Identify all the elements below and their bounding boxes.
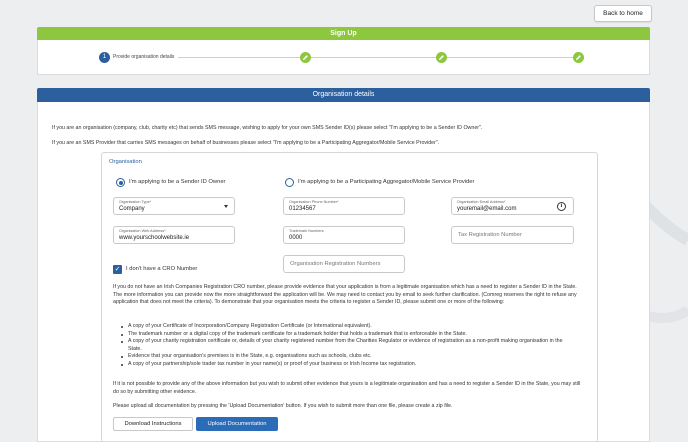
signup-title-bar: Sign Up bbox=[37, 27, 650, 40]
organisation-web-label: Organisation Web Address* bbox=[119, 229, 166, 233]
tax-registration-placeholder: Tax Registration Number bbox=[458, 232, 522, 238]
organisation-type-label: Organisation Type* bbox=[119, 200, 152, 204]
step-3-pencil-icon[interactable] bbox=[436, 52, 447, 63]
no-cro-label[interactable]: I don't have a CRO Number bbox=[126, 266, 198, 272]
list-item: Evidence that your organisation's premises is in the State, e.g. organisations such as schools, clubs etc. bbox=[120, 353, 570, 361]
organisation-web-value: www.yourschoolwebsite.ie bbox=[119, 235, 190, 241]
download-instructions-button[interactable]: Download Instructions bbox=[113, 417, 193, 431]
intro-text-provider: If you are an SMS Provider that carries SMS messages on behalf of businesses please select "I'm applying to be a Participating Aggregator/Mobile Service Provider". bbox=[52, 140, 440, 146]
radio-sender-id-owner[interactable] bbox=[116, 178, 125, 187]
trademark-numbers-value: 0000 bbox=[289, 235, 303, 241]
caret-down-icon bbox=[224, 205, 228, 208]
organisation-registration-placeholder: Organisation Registration Numbers bbox=[290, 261, 381, 267]
organisation-web-input[interactable] bbox=[113, 226, 235, 244]
upload-documentation-button[interactable]: Upload Documentation bbox=[196, 417, 278, 431]
organisation-registration-input[interactable] bbox=[283, 255, 405, 273]
list-item: A copy of your charity registration certificate or, details of your charity registered number from the Charities Regulator or evidence of registration as a non-profit making organisation in the State. bbox=[120, 338, 570, 353]
radio-sender-id-owner-label[interactable]: I'm applying to be a Sender ID Owner bbox=[129, 179, 226, 185]
organisation-card-title: Organisation bbox=[109, 159, 142, 165]
intro-text-owner: If you are an organisation (company, club, charity etc) that sends SMS message, wishing to apply for your own SMS Sender ID(s) please select "I'm applying to be a Sender ID Owner". bbox=[52, 125, 483, 131]
organisation-email-label: Organisation Email Address* bbox=[457, 200, 506, 204]
organisation-details-header: Organisation details bbox=[37, 88, 650, 102]
evidence-list bbox=[120, 323, 570, 369]
organisation-type-value: Company bbox=[119, 206, 145, 212]
progress-stepper bbox=[37, 40, 650, 75]
organisation-type-select[interactable] bbox=[113, 197, 235, 215]
radio-aggregator[interactable] bbox=[285, 178, 294, 187]
no-cro-checkbox[interactable]: ✓ bbox=[114, 266, 121, 273]
organisation-phone-value: 01234567 bbox=[289, 206, 316, 212]
upload-instructions-paragraph: Please upload all documentation by pressing the 'Upload Documentation' button. If you wish to submit more than one file, please create a zip file. bbox=[113, 403, 453, 409]
step-4-pencil-icon[interactable] bbox=[573, 52, 584, 63]
info-icon[interactable]: i bbox=[557, 202, 566, 211]
trademark-numbers-label: Trademark Numbers bbox=[289, 229, 324, 233]
organisation-phone-label: Organisation Phone Number* bbox=[289, 200, 339, 204]
trademark-numbers-input[interactable] bbox=[283, 226, 405, 244]
stepper-line bbox=[178, 57, 577, 58]
tax-registration-input[interactable] bbox=[451, 226, 574, 244]
radio-aggregator-label[interactable]: I'm applying to be a Participating Aggregator/Mobile Service Provider bbox=[298, 179, 475, 185]
step-1-indicator[interactable]: 1 bbox=[99, 52, 110, 63]
organisation-email-value: youremail@email.com bbox=[457, 206, 517, 212]
other-evidence-paragraph: If it is not possible to provide any of the above information but you wish to submit other evidence that yours is a legitimate organisation and has a need to register a Sender ID in the State, you may still do so by submitting other evidence. bbox=[113, 381, 581, 395]
back-to-home-button[interactable]: Back to home bbox=[594, 5, 652, 22]
list-item: A copy of your partnership/sole trader tax number in your name(s) or proof of your business or Irish Income tax registration. bbox=[120, 361, 570, 369]
list-item: The trademark number or a digital copy of the trademark certificate for a trademark holder that holds a trademark that is enforceable in the State. bbox=[120, 331, 570, 339]
organisation-phone-input[interactable] bbox=[283, 197, 405, 215]
step-2-pencil-icon[interactable] bbox=[300, 52, 311, 63]
step-1-label: Provide organisation details bbox=[113, 54, 178, 60]
cro-info-paragraph: If you do not have an Irish Companies Registration CRO number, please provide evidence that your application is from a legitimate organisation which has a need to register a Sender ID in the State. The more information you can provide now the more straightforward the application will be. We may need to contact you by email to seek further clarification. (Comreg reserves the right to refuse any application that does not meet the criteria). To demonstrate that your organisation meets the criteria to register a Sender ID, please submit one or more of the following: bbox=[113, 284, 577, 306]
organisation-email-input[interactable] bbox=[451, 197, 574, 215]
list-item: A copy of your Certificate of Incorporation/Company Registration Certificate (or International equivalent). bbox=[120, 323, 570, 331]
